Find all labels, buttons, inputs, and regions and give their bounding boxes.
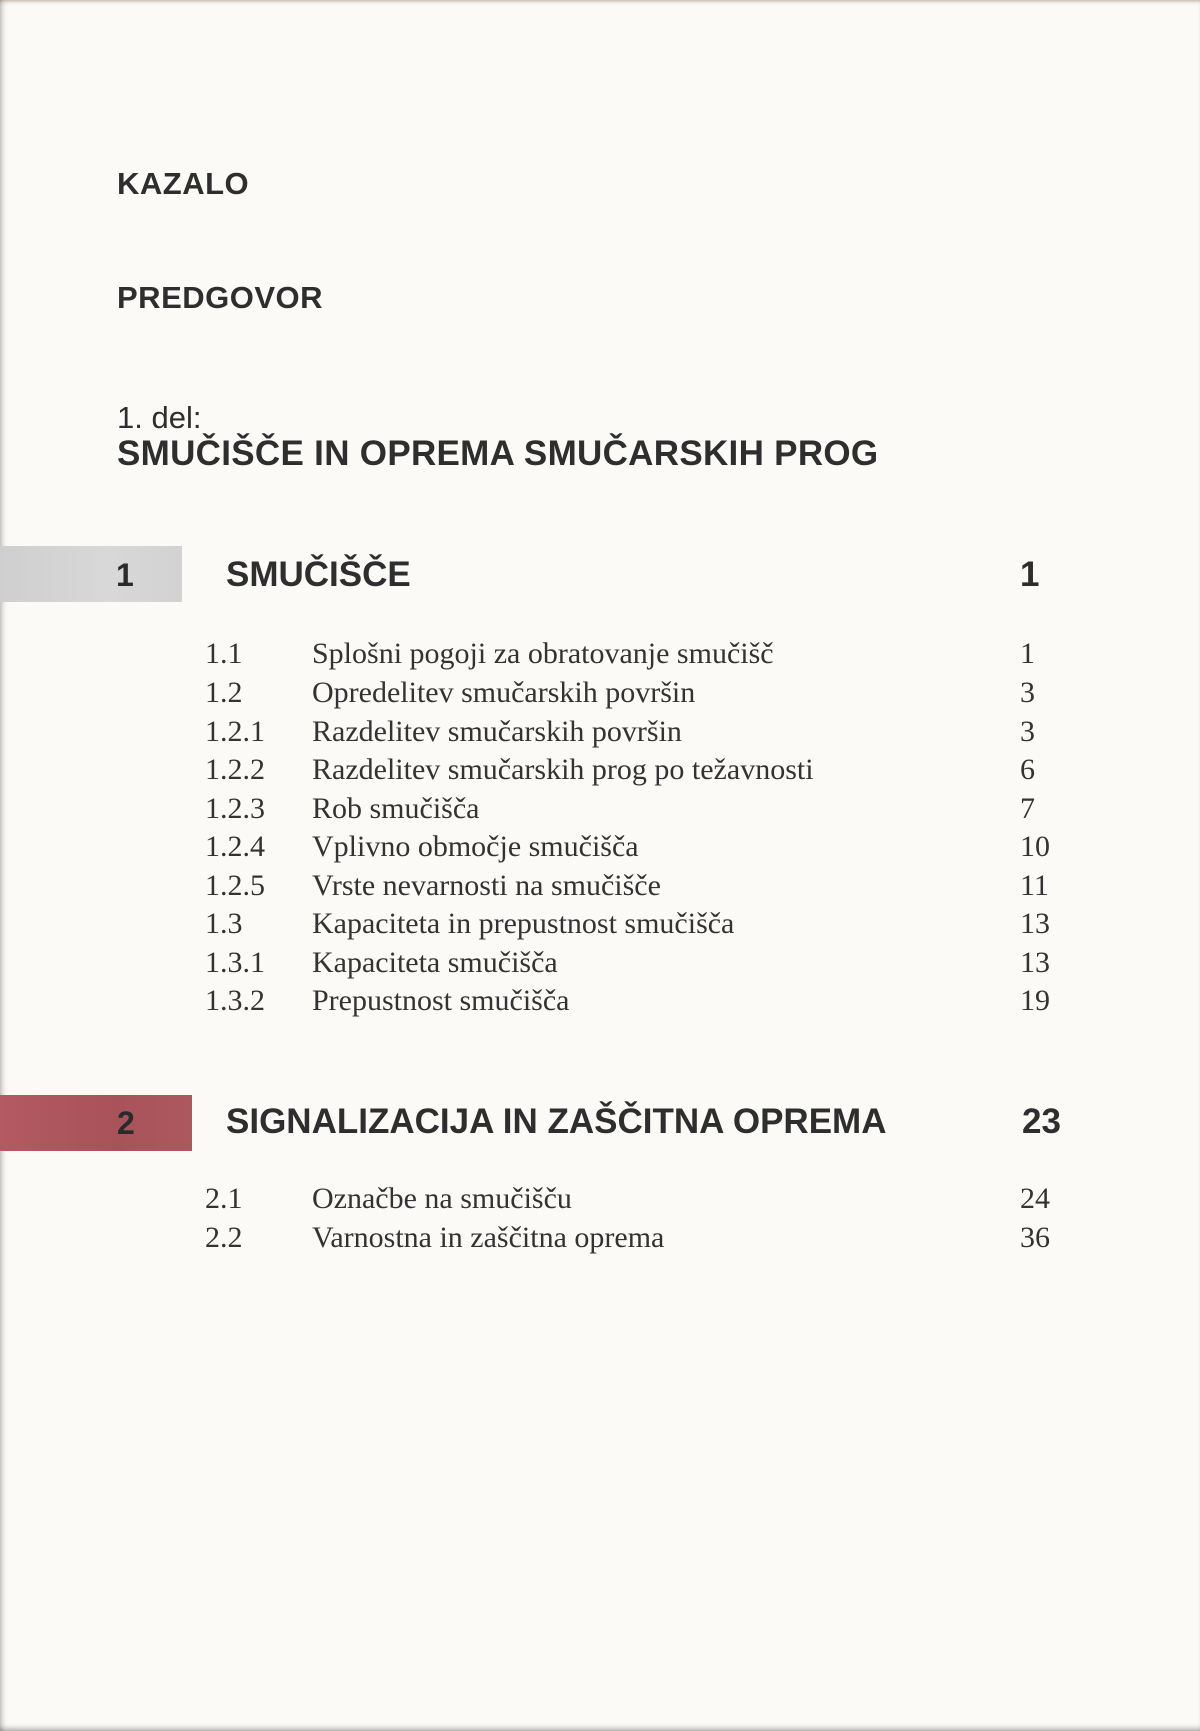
- toc-entry-title: Varnostna in zaščitna oprema: [312, 1221, 665, 1254]
- toc-entry-title: Vrste nevarnosti na smučišče: [312, 869, 661, 902]
- toc-entry-number: 1.2.2: [205, 753, 265, 786]
- toc-entry-title: Razdelitev smučarskih prog po težavnosti: [312, 753, 814, 786]
- toc-entry-title: Kapaciteta smučišča: [312, 946, 558, 979]
- toc-entry-number: 2.2: [205, 1221, 243, 1254]
- toc-entry-page: 19: [1020, 984, 1050, 1017]
- toc-entry-page: 13: [1020, 907, 1050, 940]
- toc-entry-title: Vplivno območje smučišča: [312, 830, 639, 863]
- toc-entry-number: 1.3: [205, 907, 243, 940]
- toc-entry: [0, 676, 1200, 714]
- toc-entry: [0, 946, 1200, 984]
- toc-entry-page: 3: [1020, 715, 1035, 748]
- toc-entry-number: 1.2.4: [205, 830, 265, 863]
- chapter-2-number: 2: [117, 1105, 135, 1141]
- toc-entry-page: 11: [1020, 869, 1049, 902]
- toc-entry: [0, 869, 1200, 907]
- toc-entry-page: 3: [1020, 676, 1035, 709]
- toc-entry: [0, 715, 1200, 753]
- toc-entry-page: 13: [1020, 946, 1050, 979]
- toc-entry-number: 1.1: [205, 637, 243, 670]
- toc-entry-title: Splošni pogoji za obratovanje smučišč: [312, 637, 774, 670]
- chapter-1-title: SMUČIŠČE: [226, 555, 411, 594]
- toc-entry-page: 7: [1020, 792, 1035, 825]
- page-title: KAZALO: [117, 166, 250, 201]
- toc-entry: [0, 830, 1200, 868]
- chapter-2-title: SIGNALIZACIJA IN ZAŠČITNA OPREMA: [226, 1102, 887, 1141]
- toc-entry-number: 1.2.3: [205, 792, 265, 825]
- toc-entry-number: 1.2: [205, 676, 243, 709]
- chapter-2-page: 23: [1022, 1102, 1061, 1141]
- toc-entry-page: 36: [1020, 1221, 1050, 1254]
- toc-entry: [0, 907, 1200, 945]
- toc-entry-title: Prepustnost smučišča: [312, 984, 570, 1017]
- toc-entry-number: 1.3.2: [205, 984, 265, 1017]
- toc-entry-number: 1.2.5: [205, 869, 265, 902]
- toc-entry-number: 1.3.1: [205, 946, 265, 979]
- toc-entry-page: 10: [1020, 830, 1050, 863]
- preface-heading: PREDGOVOR: [117, 280, 324, 315]
- toc-entry-title: Označbe na smučišču: [312, 1182, 572, 1215]
- part-title: SMUČIŠČE IN OPREMA SMUČARSKIH PROG: [117, 434, 879, 473]
- toc-entry: [0, 1221, 1200, 1259]
- toc-entry-page: 24: [1020, 1182, 1050, 1215]
- chapter-1-number: 1: [116, 557, 134, 593]
- toc-entry: [0, 984, 1200, 1022]
- toc-entry-title: Opredelitev smučarskih površin: [312, 676, 696, 709]
- toc-entry: [0, 637, 1200, 675]
- toc-entry-page: 6: [1020, 753, 1035, 786]
- toc-entry-title: Rob smučišča: [312, 792, 480, 825]
- toc-entry: [0, 792, 1200, 830]
- toc-entry-page: 1: [1020, 637, 1035, 670]
- toc-entry-title: Razdelitev smučarskih površin: [312, 715, 682, 748]
- toc-entry-title: Kapaciteta in prepustnost smučišča: [312, 907, 735, 940]
- part-number: 1. del:: [117, 400, 202, 435]
- chapter-1-color-bar: [0, 546, 182, 602]
- toc-entry-number: 2.1: [205, 1182, 243, 1215]
- chapter-1-page: 1: [1020, 555, 1040, 594]
- toc-entry: [0, 1182, 1200, 1220]
- toc-entry: [0, 753, 1200, 791]
- chapter-2-color-bar: [0, 1095, 192, 1151]
- toc-entry-number: 1.2.1: [205, 715, 265, 748]
